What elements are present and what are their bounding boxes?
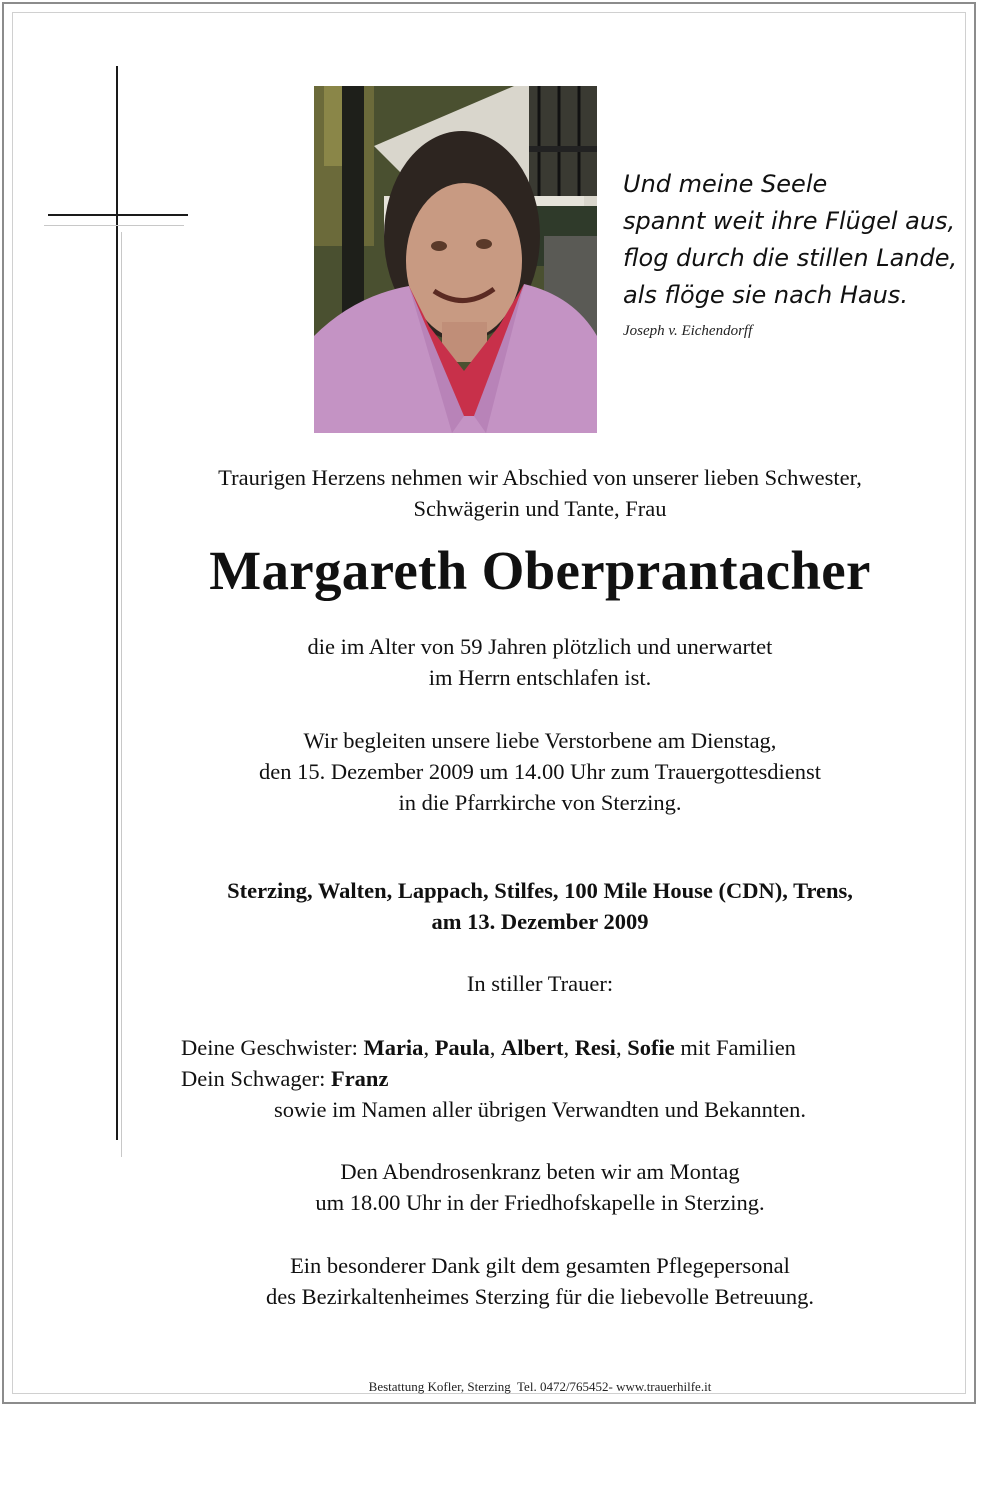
poem-quote — [623, 166, 973, 314]
footer-contact: Bestattung Kofler, Sterzing Tel. 0472/765452- www.trauerhilfe.it — [368, 1379, 712, 1394]
sibling-name: Albert — [500, 1035, 564, 1060]
funeral-text — [140, 725, 940, 818]
cross-vertical-shadow — [121, 232, 122, 1157]
places-date — [140, 875, 940, 937]
intro-line: Schwägerin und Tante, Frau — [413, 496, 667, 521]
rosary-line: um 18.00 Uhr in der Friedhofskapelle in Sterzing. — [315, 1190, 765, 1215]
places-line: Sterzing, Walten, Lappach, Stilfes, 100 Mile House (CDN), Trens, — [227, 878, 853, 903]
siblings-line: Deine Geschwister: Maria, Paula, Albert, Resi, Sofie mit Familien — [181, 1035, 796, 1060]
portrait-photo — [314, 86, 597, 433]
deceased-name: Margareth Oberprantacher — [209, 540, 871, 601]
cross-horizontal-shadow — [44, 225, 184, 226]
brother-in-law-prefix: Dein Schwager: — [181, 1066, 326, 1091]
age-text — [140, 631, 940, 693]
age-line: im Herrn entschlafen ist. — [428, 665, 652, 690]
funeral-line: Wir begleiten unsere liebe Verstorbene am Dienstag, — [303, 728, 777, 753]
intro-line: Traurigen Herzens nehmen wir Abschied von unserer lieben Schwester, — [218, 465, 862, 490]
siblings-prefix: Deine Geschwister: — [181, 1035, 358, 1060]
quote-author: Joseph v. Eichendorff — [623, 323, 753, 339]
thanks-line: des Bezirkaltenheimes Sterzing für die liebevolle Betreuung. — [266, 1284, 814, 1309]
rosary-line: Den Abendrosenkranz beten wir am Montag — [340, 1159, 740, 1184]
brother-in-law-name: Franz — [330, 1066, 389, 1091]
quote-line: flog durch die stillen Lande, — [623, 244, 958, 272]
thanks-text — [140, 1250, 940, 1312]
intro-text — [140, 462, 940, 524]
cross-horizontal — [48, 214, 188, 216]
sibling-name: Resi — [574, 1035, 616, 1060]
quote-line: spannt weit ihre Flügel aus, — [623, 207, 956, 235]
sibling-name: Sofie — [627, 1035, 675, 1060]
sibling-name: Maria — [363, 1035, 424, 1060]
mourning-label: In stiller Trauer: — [466, 971, 614, 996]
others-line: sowie im Namen aller übrigen Verwandten und Bekannten. — [274, 1097, 806, 1122]
brother-in-law-line — [181, 1063, 388, 1094]
funeral-line: den 15. Dezember 2009 um 14.00 Uhr zum Trauergottesdienst — [259, 759, 821, 784]
rosary-text — [140, 1156, 940, 1218]
date-line: am 13. Dezember 2009 — [431, 909, 649, 934]
sibling-name: Paula — [434, 1035, 490, 1060]
cross-vertical — [116, 66, 118, 1140]
quote-line: als flöge sie nach Haus. — [623, 281, 908, 309]
thanks-line: Ein besonderer Dank gilt dem gesamten Pflegepersonal — [290, 1253, 790, 1278]
siblings-suffix: mit Familien — [680, 1035, 796, 1060]
age-line: die im Alter von 59 Jahren plötzlich und unerwartet — [307, 634, 773, 659]
funeral-line: in die Pfarrkirche von Sterzing. — [398, 790, 682, 815]
quote-line: Und meine Seele — [623, 170, 828, 198]
